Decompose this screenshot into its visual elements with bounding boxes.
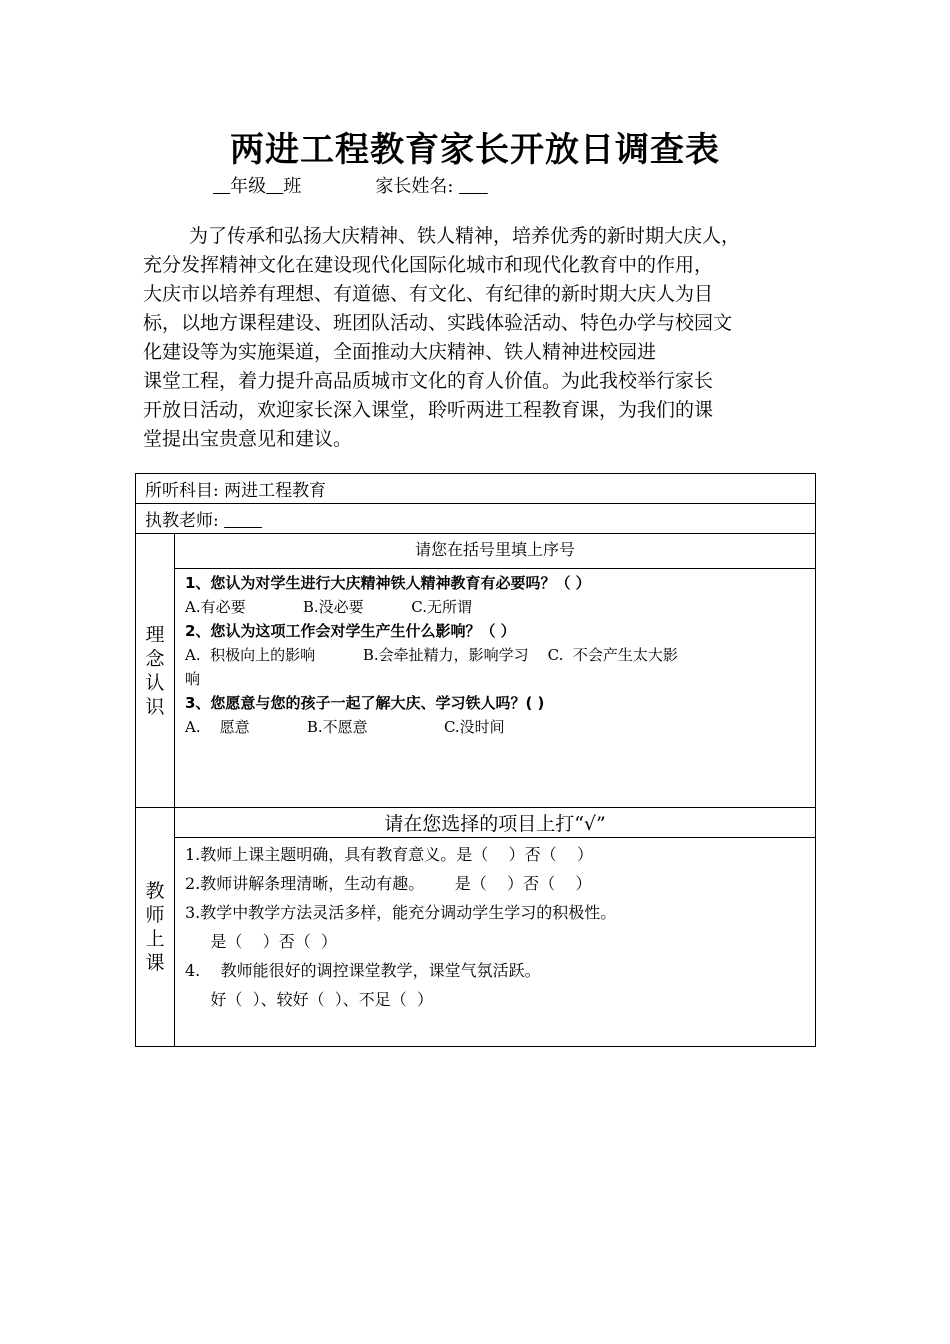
section-label-concept: 理 念 认 识: [136, 534, 175, 808]
question-3-options[interactable]: A. 愿意 B.不愿意 C.没时间: [185, 718, 505, 736]
teacher-label: 执教老师:: [145, 511, 225, 531]
class-label: 班: [283, 176, 302, 197]
intro-line: 课堂工程，着力提升高品质城市文化的育人价值。为此我校举行家长: [143, 370, 714, 392]
question-1: 1、您认为对学生进行大庆精神铁人精神教育有必要吗？（ ）: [185, 574, 591, 592]
rating-item-4: 4. 教师能很好的调控课堂教学，课堂气氛活跃。: [185, 961, 541, 980]
section2-items: [175, 838, 816, 1047]
question-2-options-cont: 响: [185, 670, 201, 688]
class-and-parent-line: [213, 172, 488, 198]
teacher-blank[interactable]: [224, 511, 262, 531]
rating-item-3-choice[interactable]: 是（ ）否（ ）: [185, 932, 337, 951]
parent-name-blank[interactable]: [459, 176, 488, 197]
subject-label: 所听科目:: [145, 481, 225, 501]
section2-instruction: 请在您选择的项目上打“√”: [175, 808, 816, 838]
intro-line: 开放日活动，欢迎家长深入课堂，聆听两进工程教育课，为我们的课: [143, 399, 714, 421]
intro-line: 大庆市以培养有理想、有道德、有文化、有纪律的新时期大庆人为目: [143, 283, 714, 305]
question-2-options[interactable]: A. 积极向上的影响 B.会牵扯精力，影响学习 C. 不会产生太大影: [185, 646, 678, 664]
parent-name-label: 家长姓名:: [375, 176, 460, 197]
rating-item-1[interactable]: 1.教师上课主题明确，具有教育意义。是（ ）否（ ）: [185, 845, 593, 864]
section-label-teaching: 教 师 上 课: [136, 808, 175, 1047]
intro-line: 标，以地方课程建设、班团队活动、实践体验活动、特色办学与校园文: [143, 312, 733, 334]
question-2: 2、您认为这项工作会对学生产生什么影响？（ ）: [185, 622, 516, 640]
section1-questions: [175, 569, 816, 808]
question-3: 3、您愿意与您的孩子一起了解大庆、学习铁人吗？( ): [185, 694, 545, 712]
subject-value: 两进工程教育: [224, 481, 327, 501]
grade-blank[interactable]: [213, 176, 230, 197]
document-title: 两进工程教育家长开放日调查表: [230, 130, 720, 170]
grade-label: 年级: [230, 176, 267, 197]
section1-instruction: 请您在括号里填上序号: [175, 534, 816, 569]
survey-table: [135, 473, 816, 1047]
intro-paragraph: [143, 222, 818, 454]
intro-line: 化建设等为实施渠道，全面推动大庆精神、铁人精神进校园进: [143, 341, 657, 363]
intro-line: 为了传承和弘扬大庆精神、铁人精神，培养优秀的新时期大庆人，: [189, 225, 741, 247]
teacher-row: [136, 504, 816, 534]
intro-line: 充分发挥精神文化在建设现代化国际化城市和现代化教育中的作用，: [143, 254, 714, 276]
class-blank[interactable]: [266, 176, 283, 197]
rating-item-2[interactable]: 2.教师讲解条理清晰，生动有趣。 是（ ）否（ ）: [185, 874, 592, 893]
rating-item-3: 3.教学中教学方法灵活多样，能充分调动学生学习的积极性。: [185, 903, 617, 922]
rating-item-4-choice[interactable]: 好（ ）、较好（ ）、不足（ ）: [185, 990, 433, 1009]
intro-line: 堂提出宝贵意见和建议。: [143, 428, 353, 450]
question-1-options[interactable]: A.有必要 B.没必要 C.无所谓: [185, 598, 473, 616]
subject-row: [136, 474, 816, 504]
